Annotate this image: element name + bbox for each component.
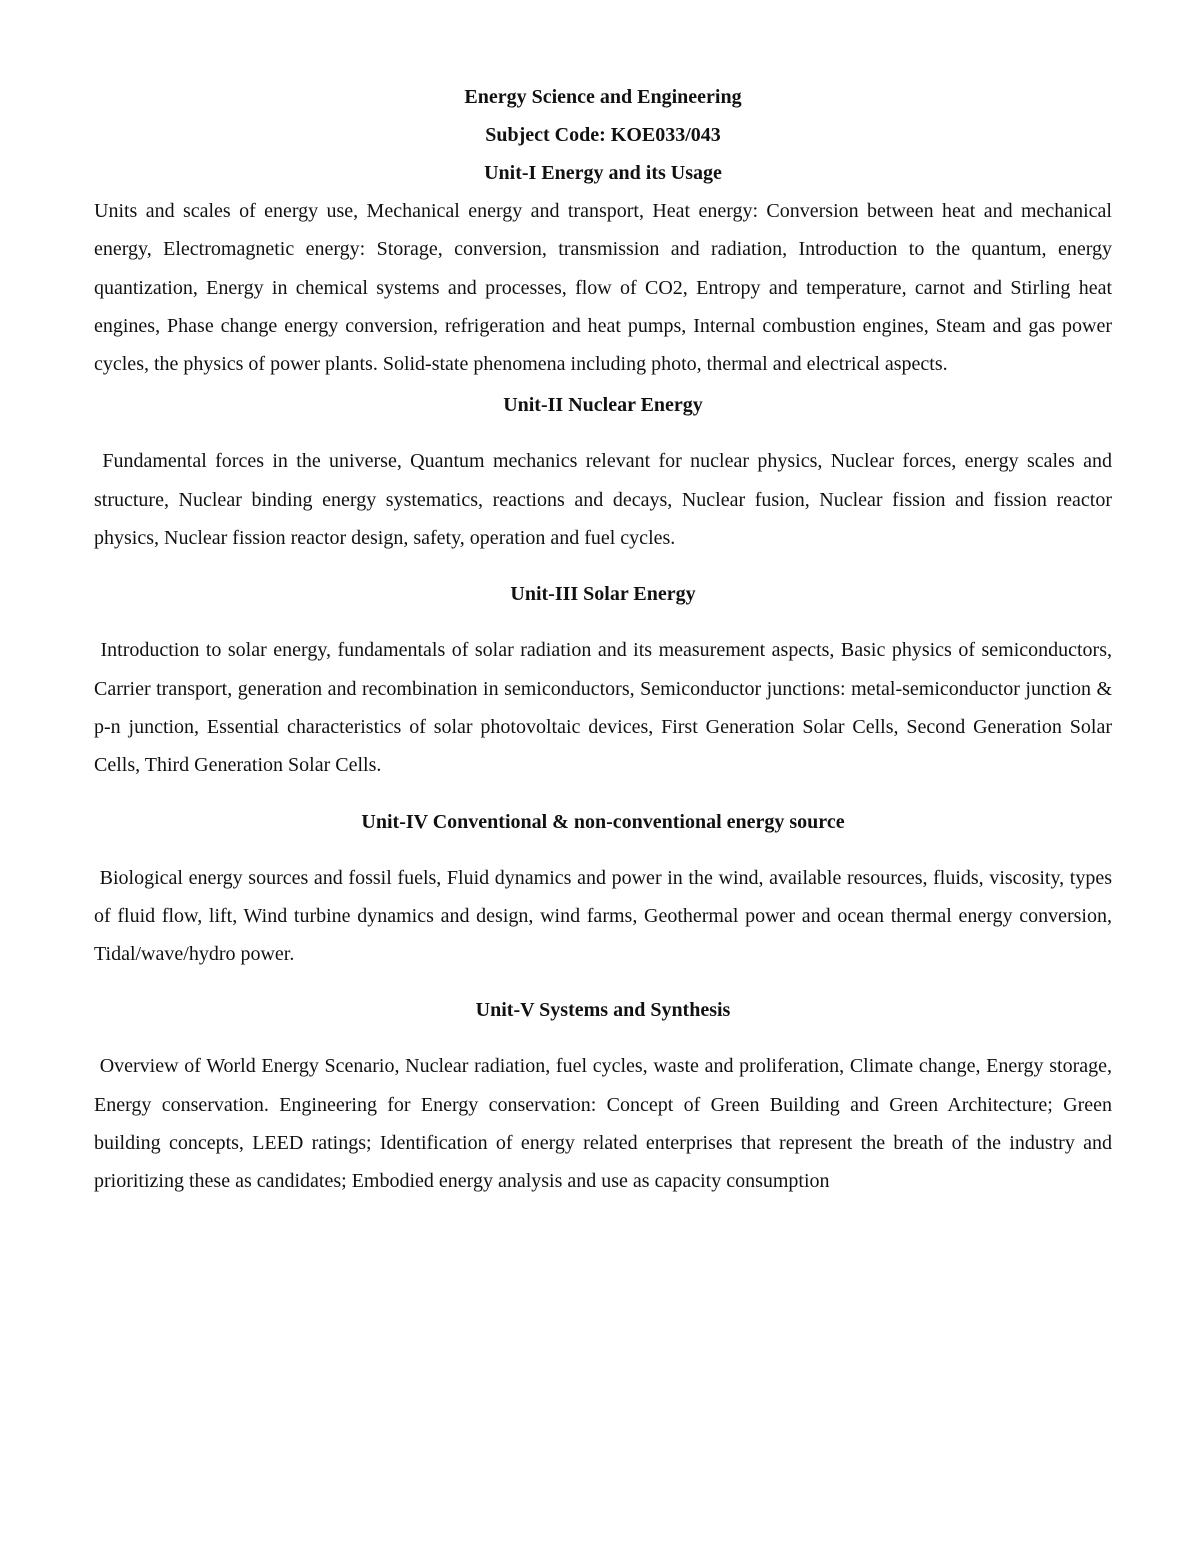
spacer	[94, 785, 1112, 803]
spacer	[94, 973, 1112, 991]
unit-5-body: Overview of World Energy Scenario, Nuclear radiation, fuel cycles, waste and proliferation, Climate change, Energy storage, Energy conservation. Engineering for Energy conservation: Concept of Green Building and Green Architecture; Green building concepts, LEED ratings; Identification of energy related enterprises that represent the breath of the industry and prioritizing these as candidates; Embodied energy analysis and use as capacity consumption	[94, 1055, 1117, 1193]
unit-1-body: Units and scales of energy use, Mechanical energy and transport, Heat energy: Conversion between heat and mechanical energy, Electromagnetic energy: Storage, conversion, transmission and radiation, Introduction to the quantum, energy quantization, Energy in chemical systems and processes, flow of CO2, Entropy and temperature, carnot and Stirling heat engines, Phase change energy conversion, refrigeration and heat pumps, Internal combustion engines, Steam and gas power cycles, the physics of power plants. Solid-state phenomena including photo, thermal and electrical aspects.	[94, 200, 1117, 376]
unit-5-heading: Unit-V Systems and Synthesis	[475, 999, 731, 1022]
subject-code: Subject Code: KOE033/043	[485, 124, 721, 146]
unit-1-heading: Unit-I Energy and its Usage	[484, 162, 722, 184]
unit-4-body: Biological energy sources and fossil fuels, Fluid dynamics and power in the wind, available resources, fluids, viscosity, types of fluid flow, lift, Wind turbine dynamics and design, wind farms, Geothermal power and ocean thermal energy conversion, Tidal/wave/hydro power.	[94, 866, 1117, 966]
unit-3-body: Introduction to solar energy, fundamentals of solar radiation and its measurement aspects, Basic physics of semiconductors, Carrier transport, generation and recombination in semiconductors, Semiconductor junctions: metal-semiconductor junction & p-n junction, Essential characteristics of solar photovoltaic devices, First Generation Solar Cells, Second Generation Solar Cells, Third Generation Solar Cells.	[94, 639, 1117, 777]
unit-3-heading: Unit-III Solar Energy	[510, 583, 696, 606]
spacer	[94, 613, 1112, 631]
unit-4-heading: Unit-IV Conventional & non-conventional energy source	[361, 810, 845, 833]
spacer	[94, 557, 1112, 575]
unit-2-heading: Unit-II Nuclear Energy	[503, 394, 703, 417]
spacer	[94, 841, 1112, 859]
document-page	[94, 78, 1117, 1201]
document-title: Energy Science and Engineering	[464, 86, 742, 108]
spacer	[94, 1029, 1112, 1047]
unit-2-body: Fundamental forces in the universe, Quantum mechanics relevant for nuclear physics, Nuclear forces, energy scales and structure, Nuclear binding energy systematics, reactions and decays, Nuclear fusion, Nuclear fission and fission reactor physics, Nuclear fission reactor design, safety, operation and fuel cycles.	[94, 450, 1117, 550]
spacer	[94, 424, 1112, 442]
